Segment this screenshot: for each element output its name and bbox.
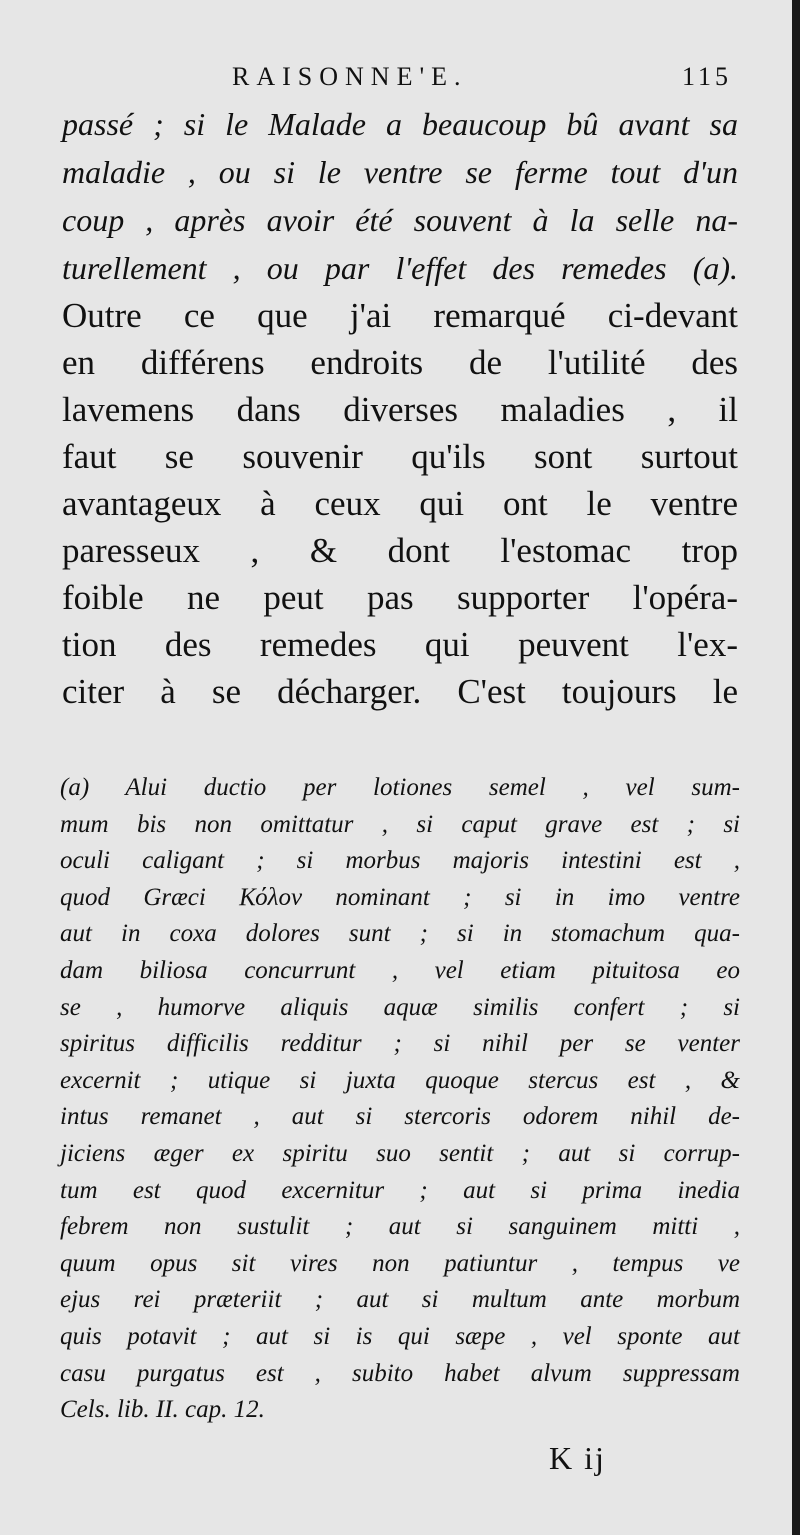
text-line: lavemens dans diverses maladies , il — [62, 390, 738, 429]
footnote-line: excernit ; utique si juxta quoque stercus est , & — [60, 1066, 740, 1094]
page-number: 115 — [681, 62, 732, 91]
text-line: maladie , ou si le ventre se ferme tout d'un — [62, 154, 738, 190]
text-line: passé ; si le Malade a beaucoup bû avant sa — [62, 106, 738, 142]
footnote-line: tum est quod excernitur ; aut si prima inedia — [60, 1176, 740, 1204]
footnote-line: intus remanet , aut si stercoris odorem nihil de- — [60, 1103, 740, 1131]
text-line: faut se souvenir qu'ils sont surtout — [62, 437, 738, 476]
footnote-line: spiritus difficilis redditur ; si nihil per se venter — [60, 1030, 740, 1058]
text-line: avantageux à ceux qui ont le ventre — [62, 484, 738, 523]
footnote-line: casu purgatus est , subito habet alvum suppressam — [60, 1359, 740, 1387]
text-line: citer à se décharger. C'est toujours le — [62, 672, 738, 711]
text-line: tion des remedes qui peuvent l'ex- — [62, 625, 738, 664]
signature-mark: K ij — [549, 1440, 606, 1476]
footnote-line: jiciens æger ex spiritu suo sentit ; aut si corrup- — [60, 1139, 740, 1167]
footnote-line: (a) Alui ductio per lotiones semel , vel sum- — [60, 774, 740, 801]
text-line: turellement , ou par l'effet des remedes (a). — [62, 250, 738, 286]
running-head — [60, 62, 732, 102]
footnote-line: oculi caligant ; si morbus majoris intestini est , — [60, 847, 740, 875]
text-line: paresseux , & dont l'estomac trop — [62, 531, 738, 570]
text-line: coup , après avoir été souvent à la selle na- — [62, 202, 738, 238]
footnote-line: ejus rei præteriit ; aut si multum ante morbum — [60, 1286, 740, 1314]
footnote-line: aut in coxa dolores sunt ; si in stomachum qua- — [60, 920, 740, 948]
footnote-line: dam biliosa concurrunt , vel etiam pituitosa eo — [60, 956, 740, 984]
footnote-line: quis potavit ; aut si is qui sæpe , vel sponte aut — [60, 1322, 740, 1350]
footnote-line: se , humorve aliquis aquæ similis confert ; si — [60, 993, 740, 1021]
footnote-citation: Cels. lib. II. cap. 12. — [60, 1396, 265, 1424]
footnote-line: febrem non sustulit ; aut si sanguinem mitti , — [60, 1213, 740, 1241]
footnote — [60, 770, 740, 1429]
main-text — [62, 100, 738, 715]
footnote-line: quum opus sit vires non patiuntur , tempus ve — [60, 1249, 740, 1277]
text-line: foible ne peut pas supporter l'opéra- — [62, 578, 738, 617]
footnote-line: quod Græci Κόλον nominant ; si in imo ventre — [60, 883, 740, 911]
running-head-title: RAISONNE'E. — [232, 62, 468, 91]
footnote-line: mum bis non omittatur , si caput grave est ; si — [60, 810, 740, 838]
text-line: en différens endroits de l'utilité des — [62, 343, 738, 382]
text-line: Outre ce que j'ai remarqué ci-devant — [62, 296, 738, 335]
